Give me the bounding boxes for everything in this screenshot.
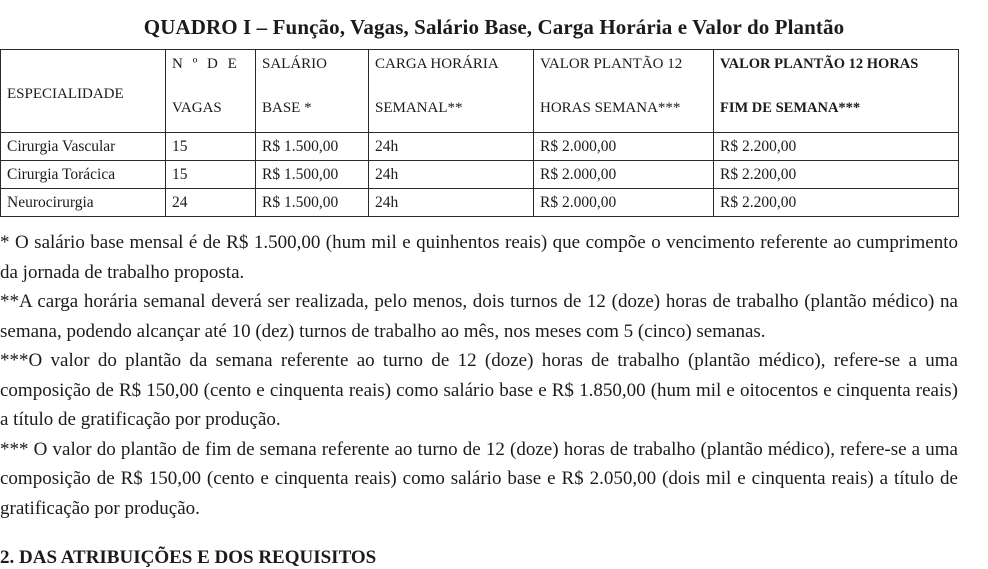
footnote-plantao-semana: ***O valor do plantão da semana referente ao turno de 12 (doze) horas de trabalho (plantão médico), refere-se a uma composição de R$ 150,00 (cento e cinquenta reais) como salário base e R$ 1.850,00 (hum mil e oitocentos e cinquenta reais) a título de gratificação por produção. [0,350,958,430]
header-valor-plantao-fim-semana: VALOR PLANTÃO 12 HORAS FIM DE SEMANA*** [714,50,959,133]
cell-vagas: 15 [166,133,256,161]
table-row [1,189,959,217]
cell-salario: R$ 1.500,00 [256,133,369,161]
cell-plantao-fim-semana: R$ 2.200,00 [714,161,959,189]
table-title: QUADRO I – Função, Vagas, Salário Base, Carga Horária e Valor do Plantão [143,15,845,39]
positions-table [0,49,959,217]
header-valor-plantao-semana: VALOR PLANTÃO 12 HORAS SEMANA*** [534,50,714,133]
cell-salario: R$ 1.500,00 [256,189,369,217]
cell-plantao-semana: R$ 2.000,00 [534,189,714,217]
cell-vagas: 24 [166,189,256,217]
cell-plantao-semana: R$ 2.000,00 [534,161,714,189]
footnote-carga-horaria: **A carga horária semanal deverá ser realizada, pelo menos, dois turnos de 12 (doze) horas de trabalho (plantão médico) na semana, podendo alcançar até 10 (dez) turnos de trabalho ao mês, nos meses com 5 (cinco) semanas. [0,291,958,342]
cell-especialidade: Cirurgia Torácica [1,161,166,189]
cell-especialidade: Cirurgia Vascular [1,133,166,161]
cell-vagas: 15 [166,161,256,189]
footnote-salario-base: * O salário base mensal é de R$ 1.500,00 (hum mil e quinhentos reais) que compõe o vencimento referente ao cumprimento da jornada de trabalho proposta. [0,232,958,283]
section-heading-cut: 2. DAS ATRIBUIÇÕES E DOS REQUISITOS [0,547,377,568]
header-vagas: N º D E VAGAS [166,50,256,133]
footnote-plantao-fim-semana: *** O valor do plantão de fim de semana referente ao turno de 12 (doze) horas de trabalho (plantão médico), refere-se a uma composição de R$ 150,00 (cento e cinquenta reais) como salário base e R$ 2.050,00 (dois mil e cinquenta reais) a título de gratificação por produção. [0,438,958,519]
cell-plantao-fim-semana: R$ 2.200,00 [714,133,959,161]
table-header-row [1,50,959,133]
cell-carga: 24h [369,189,534,217]
table-row [1,161,959,189]
header-especialidade: ESPECIALIDADE [1,50,166,133]
cell-especialidade: Neurocirurgia [1,189,166,217]
cell-salario: R$ 1.500,00 [256,161,369,189]
cell-carga: 24h [369,133,534,161]
footnotes [0,228,958,523]
cell-plantao-fim-semana: R$ 2.200,00 [714,189,959,217]
header-carga-horaria: CARGA HORÁRIA SEMANAL** [369,50,534,133]
table-row [1,133,959,161]
cell-plantao-semana: R$ 2.000,00 [534,133,714,161]
header-salario-base: SALÁRIO BASE * [256,50,369,133]
cell-carga: 24h [369,161,534,189]
